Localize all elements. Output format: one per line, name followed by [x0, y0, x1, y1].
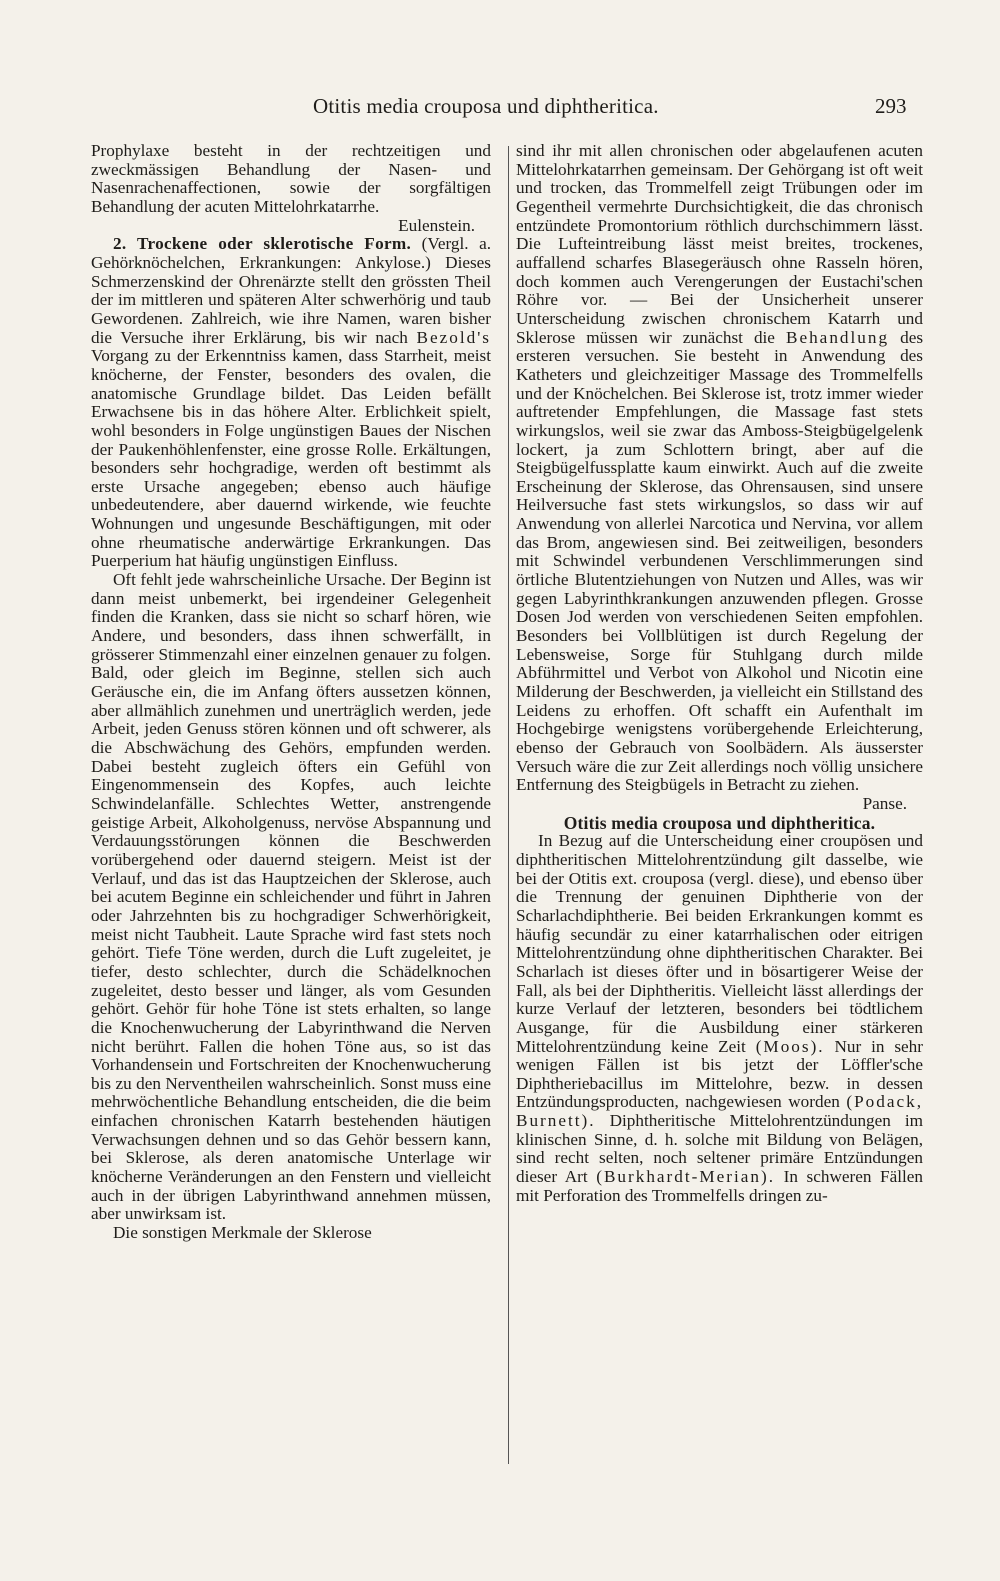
cited-author: Bezold's: [416, 327, 492, 347]
right-column: [516, 142, 923, 1205]
entry-paragraph: [516, 832, 923, 1205]
cited-author: (Moos).: [755, 1036, 825, 1056]
column-divider: [508, 146, 509, 1464]
running-header: [0, 94, 1000, 124]
treatment-text-continued: des ersteren versuchen. Sie besteht in Anwendung des Katheters und gleichzeitiger Massage des Trommelfells und der Knöchelchen. Bei Sklerose ist, trotz immer wieder auftretender Empfehlungen, die Massage fast stets wirkungslos, weil sie zwar das Amboss-Steigbügelgelenk lockert, ja zum Schlottern bringt, aber auf die Steigbügelfussplatte kaum einwirkt. Auch auf die zweite Erscheinung der Sklerose, das Ohrensausen, sind unsere Heilversuche fast stets wirkungslos, so dass wir auf Anwendung von allerlei Narcotica und Nervina, vor allem das Brom, angewiesen sind. Bei zeitweiligen, besonders mit Schwindel verbundenen Verschlimmerungen sind örtliche Blutentziehungen von Nutzen und Alles, was wir gegen Labyrinthkrankungen anzuwenden pflegen. Grosse Dosen Jod werden von verschiedenen Seiten empfohlen. Besonders bei Vollblütigen ist durch Regelung der Lebensweise, Sorge für Stuhlgang durch milde Abführmittel und Verbot von Alkohol und Nicotin eine Milderung der Beschwerden, ja vielleicht ein Stillstand des Leidens zu erhoffen. Oft schafft ein Aufenthalt im Hochgebirge wenigstens vorübergehende Erleichterung, ebenso der Gebrauch von Soolbädern. Als äusserster Versuch wäre die zur Zeit allerdings noch völlig unsichere Entfernung des Steigbügels in Betracht zu ziehen.: [516, 327, 924, 795]
treatment-paragraph: [516, 142, 923, 795]
section-text: (Vergl. a. Gehörknöchelchen, Erkrankungen: Ankylose.) Dieses Schmerzenskind der Ohrenärzte stellt den grössten Theil der im mittleren und späteren Alter schwerhörig und taub Gewordenen. Zahlreich, wie ihre Namen, waren bisher die Versuche ihrer Erklärung, bis wir nach: [91, 234, 492, 347]
closing-line: Die sonstigen Merkmale der Sklerose: [113, 1223, 372, 1243]
section-heading: 2. Trockene oder sklerotische Form.: [113, 234, 412, 254]
running-title: Otitis media crouposa und diphtheritica.: [313, 94, 659, 118]
emphasis-word: Behandlung: [786, 327, 890, 347]
page-number: 293: [875, 94, 907, 118]
treatment-text: sind ihr mit allen chronischen oder abgelaufenen acuten Mittelohrkatarrhen gemeinsam. Der Gehörgang ist oft weit und trocken, das Trommelfell zeigt Trübungen oder im Gegentheil vermehrte Durchsichtigkeit, die das chronisch entzündete Promontorium röthlich durchschimmern lässt. Die Lufteintreibung lässt meist breites, trockenes, auffallend scharfes Blasegeräusch ohne Rasseln hören, doch kommen auch Verengerungen der Eustachi'schen Röhre vor. — Bei der Unsicherheit unserer Unterscheidung zwischen chronischem Katarrh und Sklerose müssen wir zunächst die: [516, 141, 923, 347]
cited-author: (Burkhardt-Merian).: [596, 1167, 776, 1187]
author-signature: Panse.: [862, 793, 907, 813]
entry-heading: Otitis media crouposa und diphtheritica.: [563, 812, 876, 833]
cited-author: (Podack, Burnett).: [516, 1092, 924, 1131]
author-signature: Eulenstein.: [398, 215, 475, 235]
left-column: [91, 142, 491, 1243]
entry-text: In Bezug auf die Unterscheidung einer croupösen und diphtheritischen Mittelohrentzündung gilt dasselbe, wie bei der Otitis ext. crouposa (vergl. diese), und ebenso über die Trennung der genuinen Diphtherie von der Scharlachdiphtherie. Bei beiden Erkrankungen kommt es häufig secundär zu einer katarrhalischen oder eitrigen Mittelohrentzündung ohne diphtheritischen Charakter. Bei Scharlach ist dieses öfter und in bösartigerer Weise der Fall, als bei der Diphtheritis. Vielleicht lässt allerdings der kurze Verlauf der letzteren, besonders bei tödtlichem Ausgange, für die Ausbildung einer stärkeren Mittelohrentzündung keine Zeit: [516, 831, 923, 1056]
entry-text: Nur in sehr wenigen Fällen ist bis jetzt der Löffler'sche Diphtheriebacillus im Mittelohre, bezw. in dessen Entzündungsproducten, nachgewiesen worden: [516, 1036, 923, 1112]
entry-text: Diphtheritische Mittelohrentzündungen im klinischen Sinne, d. h. solche mit Bildung von Belägen, sind recht selten, noch seltener primäre Entzündungen dieser Art: [516, 1111, 923, 1187]
symptoms-paragraph: Oft fehlt jede wahrscheinliche Ursache. Der Beginn ist dann meist unbemerkt, bei irgendeiner Gelegenheit finden die Kranken, dass sie nicht so scharf hören, wie Andere, und besonders, dass ihnen schwerfällt, in grösserer Stimmenzahl einer einzelnen genauer zu folgen. Bald, oder gleich im Beginne, stellen sich auch Geräusche ein, die im Anfang öfters aussetzen können, aber allmählich zunehmen und unerträglich werden, jede Arbeit, jeden Genuss stören können und oft schwerer, als die Abschwächung des Gehörs, empfunden werden. Dabei besteht zugleich öfters ein Gefühl von Eingenommensein des Kopfes, auch leichte Schwindelanfälle. Schlechtes Wetter, anstrengende geistige Arbeit, Alkoholgenuss, nervöse Abspannung und Verdauungsstörungen können die Beschwerden vorübergehend oder dauernd steigern. Meist ist der Verlauf, und das ist das Hauptzeichen der Sklerose, auch bei acutem Beginne ein schleichender und führt in Jahren oder Jahrzehnten bis zu hochgradiger Schwerhörigkeit, meist nicht Taubheit. Laute Sprache wird fast stets noch gehört. Tiefe Töne werden, durch die Luft zugeleitet, je tiefer, desto schlechter, durch die Schädelknochen zugeleitet, desto besser und länger, als vom Gesunden gehört. Gehör für hohe Töne ist stets erhalten, so lange die Knochenwucherung der Labyrinthwand die Nerven nicht berührt. Fallen die hohen Töne aus, so ist das Vorhandensein und Fortschreiten der Knochenwucherung bis zu den Nerventheilen wahrscheinlich. Sonst muss eine mehrwöchentliche Behandlung entscheiden, die die beim einfachen chronischen Katarrh bestehenden häutigen Verwachsungen dehnen und so das Gehör bessern kann, bei Sklerose, als deren anatomische Unterlage wir knöcherne Veränderungen an den Fenstern und vielleicht auch in der übrigen Labyrinthwand annehmen müssen, aber unwirksam ist.: [91, 570, 491, 1224]
section-text-continued: Vorgang zu der Erkenntniss kamen, dass Starrheit, meist knöcherne, der Fenster, besonders des ovalen, die anatomische Grundlage bildet. Das Leiden befällt Erwachsene bis in das höhere Alter. Erblichkeit spielt, wohl besonders in Folge ungünstigen Baues der Nischen der Paukenhöhlenfenster, eine grosse Rolle. Erkältungen, besonders sehr hochgradige, werden oft bestimmt als erste Ursache angegeben; ebenso auch häufige unbedeutendere, aber dauernd wirkende, wie feuchte Wohnungen und ungesunde Beschäftigungen, mit oder ohne rheumatische anderwärtige Erkrankungen. Das Puerperium hat häufig ungünstigen Einfluss.: [91, 346, 491, 571]
entry-text: In schweren Fällen mit Perforation des Trommelfells dringen zu-: [516, 1167, 924, 1205]
section-paragraph: [91, 235, 491, 571]
prophylaxe-paragraph: Prophylaxe besteht in der rechtzeitigen und zweckmässigen Behandlung der Nasen- und Nasenrachenaffectionen, sowie der sorgfältigen Behandlung der acuten Mittelohrkatarrhe.: [91, 141, 491, 216]
